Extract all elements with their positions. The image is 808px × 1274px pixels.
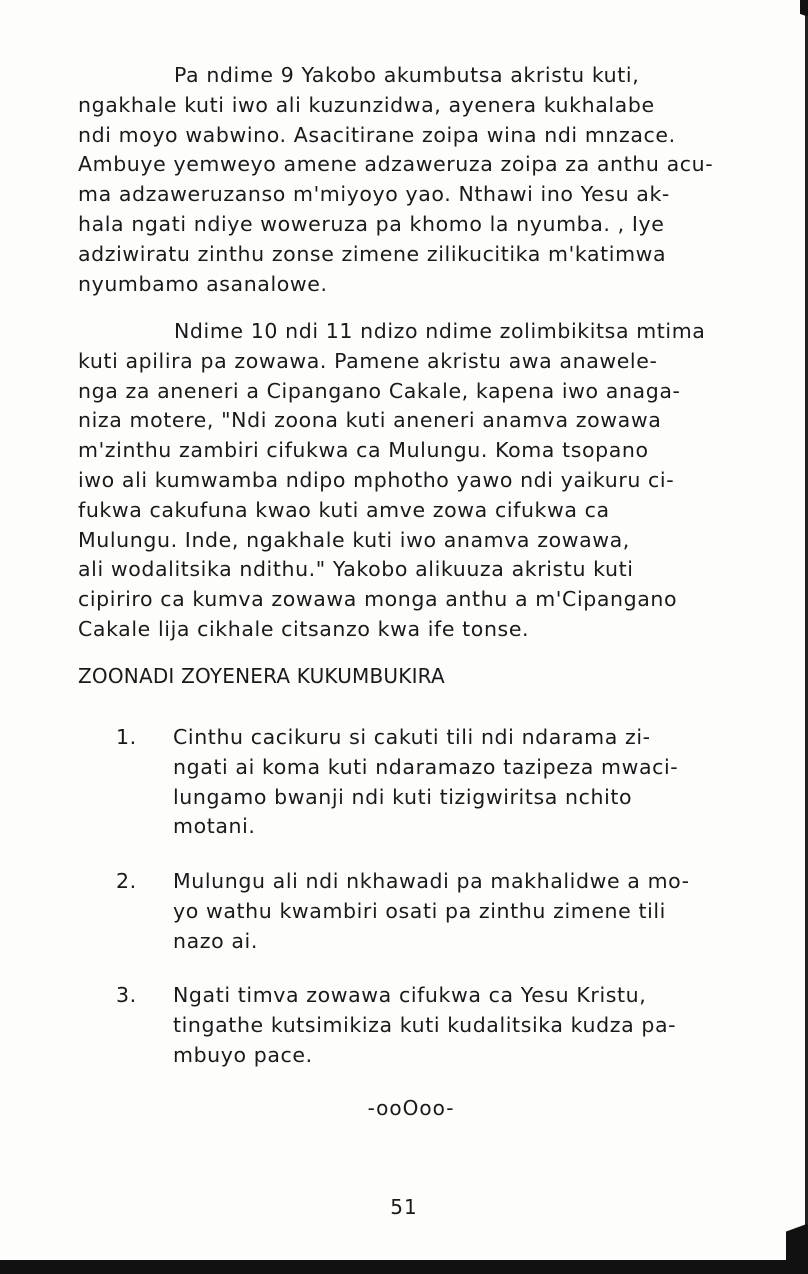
scan-edge-corner-top [800, 0, 808, 34]
scan-edge-corner-bottom [786, 1204, 808, 1264]
page-number: 51 [390, 1195, 418, 1219]
list-item-number: 1. [116, 725, 137, 749]
paragraph-line: fukwa cakufuna kwao kuti amve zowa cifukwa ca [78, 497, 610, 522]
list-item-text [173, 867, 690, 956]
paragraph-line: m'zinthu zambiri cifukwa ca Mulungu. Koma tsopano [78, 438, 649, 463]
section-heading: ZOONADI ZOYENERA KUKUMBUKIRA [78, 664, 445, 688]
list-item-line: Ngati timva zowawa cifukwa ca Yesu Kristu, [173, 983, 647, 1007]
paragraph-line: nga za aneneri a Cipangano Cakale, kapena iwo anaga- [78, 378, 681, 403]
scan-edge-bottom [0, 1260, 808, 1274]
list-item-line: tingathe kutsimikiza kuti kudalitsika kudza pa- [173, 1012, 677, 1037]
list-item-number: 2. [116, 869, 137, 893]
list-item-line: nazo ai. [173, 928, 258, 953]
paragraph-line: Ndime 10 ndi 11 ndizo ndime zolimbikitsa mtima [174, 319, 706, 343]
paragraph-line: Ambuye yemweyo amene adzaweruza zoipa za anthu acu- [78, 152, 714, 177]
paragraph-line: hala ngati ndiye woweruza pa khomo la nyumba. , Iye [78, 211, 665, 236]
paragraph-2 [78, 317, 768, 645]
list-item-line: Cinthu cacikuru si cakuti tili ndi ndarama zi- [173, 725, 651, 749]
paragraph-line: iwo ali kumwamba ndipo mphotho yawo ndi yaikuru ci- [78, 467, 675, 492]
paragraph-line: Pa ndime 9 Yakobo akumbutsa akristu kuti, [174, 63, 640, 87]
paragraph-line: ali wodalitsika ndithu." Yakobo alikuuza akristu kuti [78, 557, 634, 582]
paragraph-line: nyumbamo asanalowe. [78, 271, 328, 296]
list-item-line: motani. [173, 814, 256, 839]
list-item-line: mbuyo pace. [173, 1042, 313, 1067]
list-item-text [173, 981, 676, 1070]
paragraph-line: Mulungu. Inde, ngakhale kuti iwo anamva zowawa, [78, 527, 630, 552]
list-item-line: lungamo bwanji ndi kuti tizigwiritsa nchito [173, 784, 633, 809]
list-item-number: 3. [116, 983, 137, 1007]
list-item-line: Mulungu ali ndi nkhawadi pa makhalidwe a mo- [173, 869, 690, 893]
list-item-text [173, 723, 678, 842]
paragraph-line: ndi moyo wabwino. Asacitirane zoipa wina ndi mnzace. [78, 122, 676, 147]
paragraph-line: cipiriro ca kumva zowawa monga anthu a m'Cipangano [78, 587, 678, 612]
paragraph-line: Cakale lija cikhale citsanzo kwa ife tonse. [78, 616, 530, 641]
paragraph-1 [78, 61, 768, 299]
paragraph-line: adziwiratu zinthu zonse zimene zilikucitika m'katimwa [78, 241, 667, 266]
paragraph-line: kuti apilira pa zowawa. Pamene akristu awa anawele- [78, 348, 658, 373]
paragraph-line: niza motere, "Ndi zoona kuti aneneri anamva zowawa [78, 408, 662, 433]
list-item-line: yo wathu kwambiri osati pa zinthu zimene tili [173, 898, 666, 923]
paragraph-line: ngakhale kuti iwo ali kuzunzidwa, ayenera kukhalabe [78, 92, 655, 117]
section-divider: -ooOoo- [367, 1096, 455, 1120]
paragraph-line: ma adzaweruzanso m'miyoyo yao. Nthawi ino Yesu ak- [78, 182, 670, 207]
list-item-line: ngati ai koma kuti ndaramazo tazipeza mwaci- [173, 754, 679, 779]
